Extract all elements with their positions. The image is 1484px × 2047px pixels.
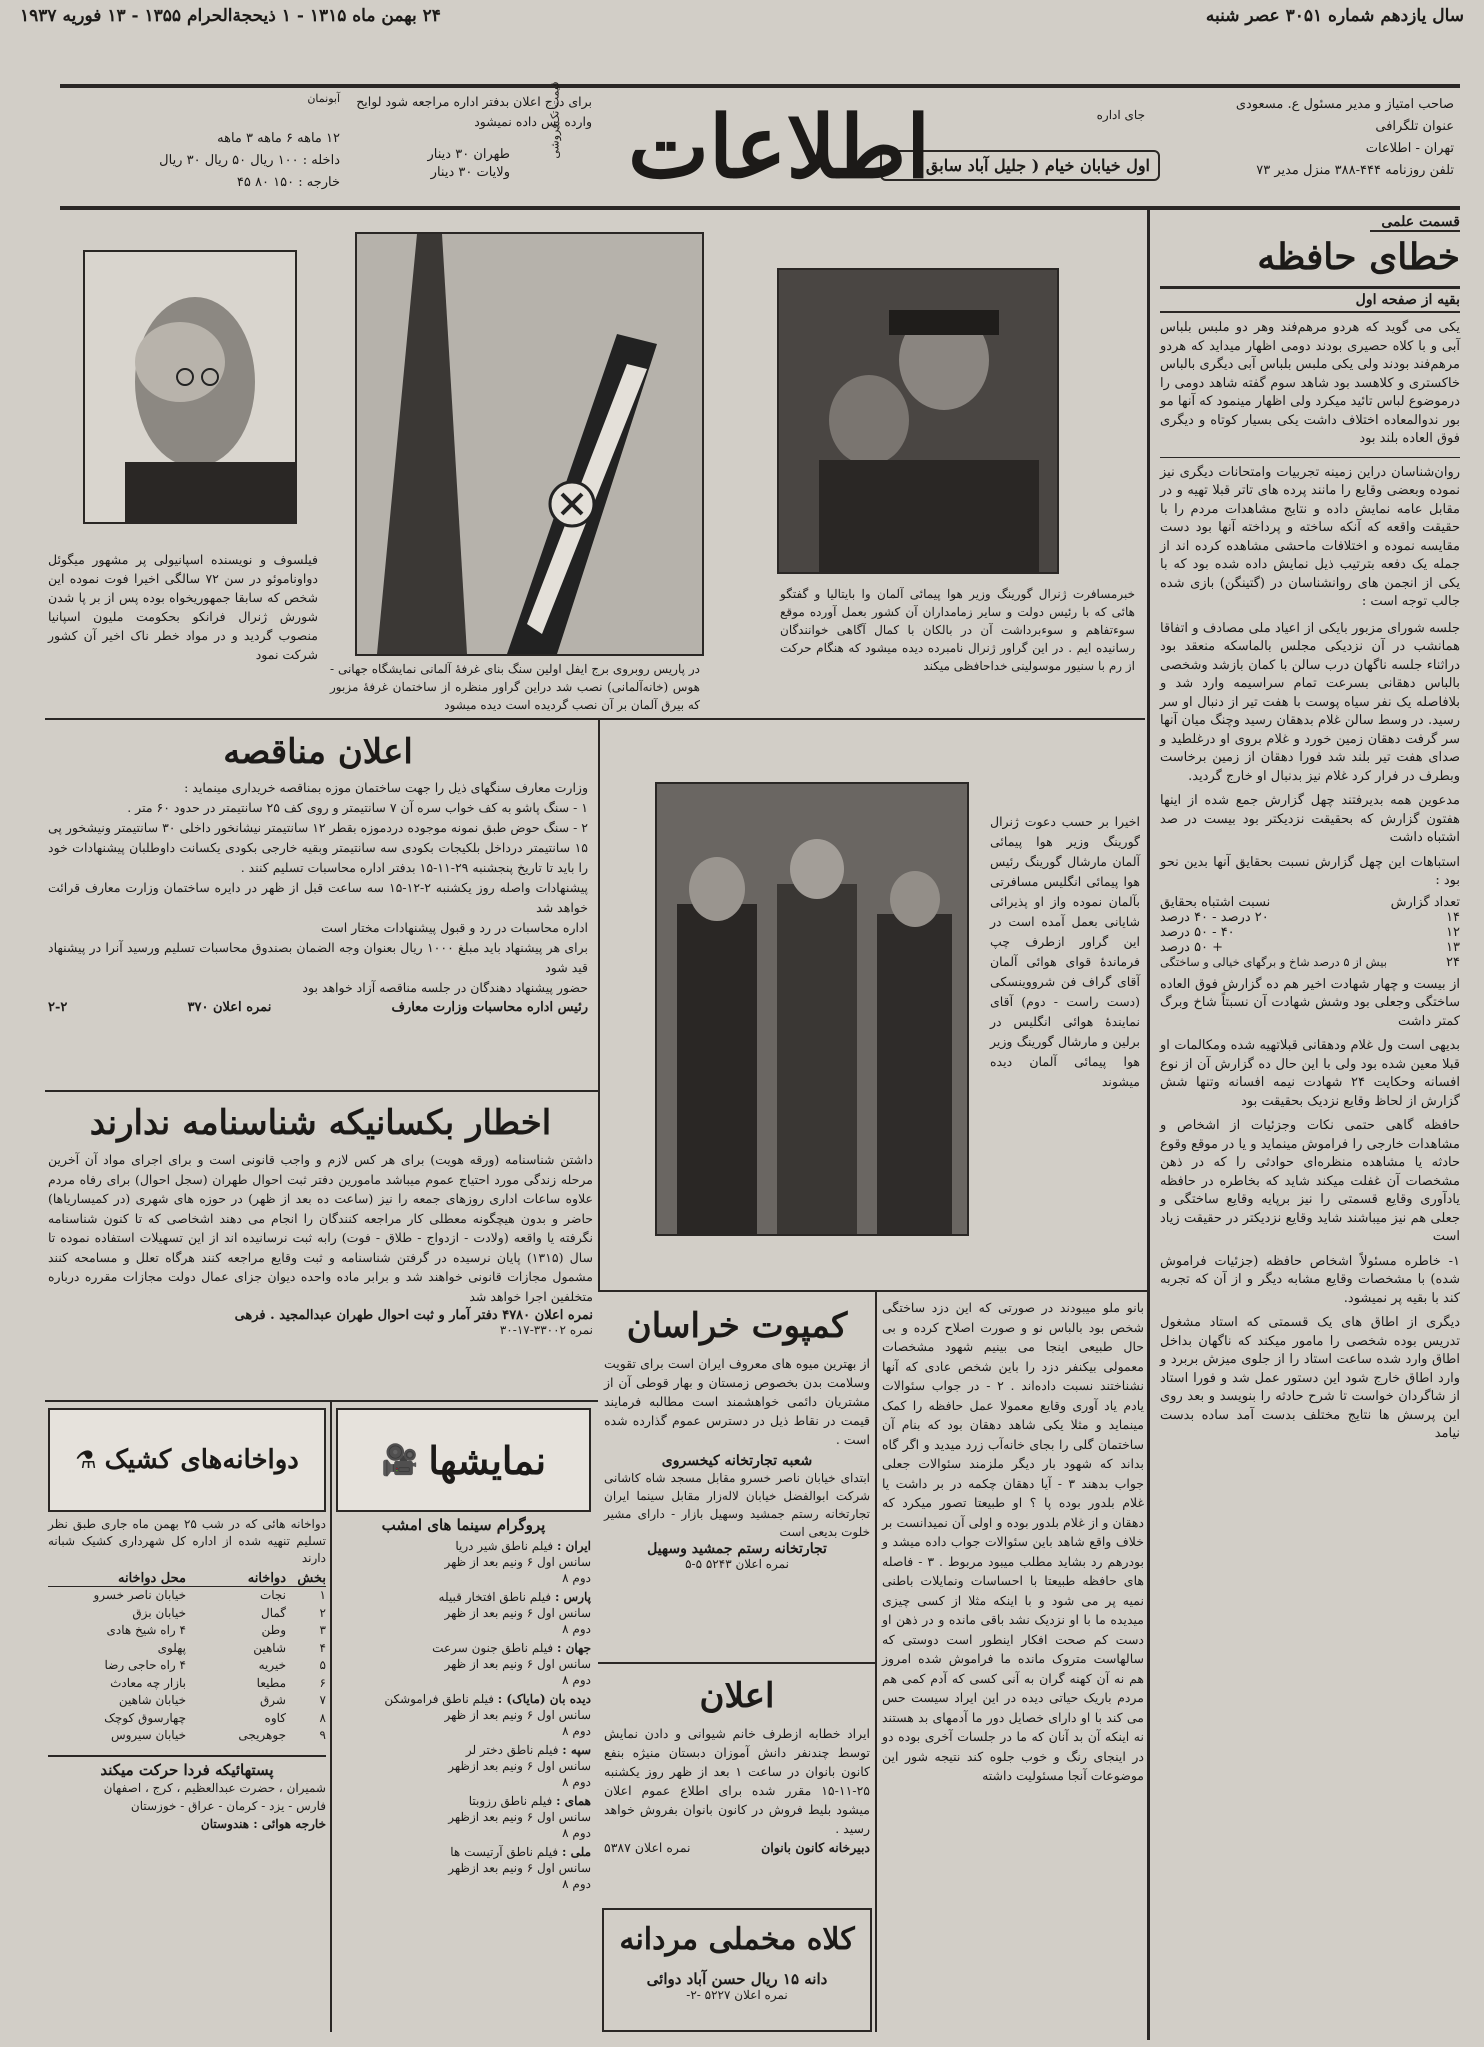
pharmacy-row: ۸ کاوه چهارسوق کوچک <box>104 1710 326 1725</box>
officers-caption: اخیرا بر حسب دعوت ژنرال گورینگ وزیر هوا پیمائی آلمان مارشال گورینگ رئیس هوا پیمائی انگلیس مسافرتی بآلمان نموده واز او پذیرائی شایانی بعمل آمده است در این گراور ازطرف چپ فرماندهٔ قوای هوائی آلمان آقای گراف فن شرووینسکی (دست راست - دوم) آقای نمایندهٔ هوائی انگلیس در برلین و مارشال گورینگ وزیر هوا پیمائی آلمان دیده میشوند <box>990 814 1140 1089</box>
cinema-item <box>336 1589 591 1637</box>
subscription-table <box>60 128 340 194</box>
masthead-rule-top <box>60 84 1460 88</box>
compote-title: کمپوت خراسان <box>626 1306 848 1346</box>
tower-caption: در پاریس روبروی برج ایفل اولین سنگ بنای غرفهٔ آلمانی نمایشگاه جهانی - هوس (خانه‌آلمانی) نصب شد دراین گراور منظره از ساختمان غرفهٔ مزبور که بیرق آلمان بر آن نصب گردیده است دیده میشود <box>330 662 700 712</box>
portrait-photo <box>83 250 297 524</box>
cinema-name: پارس : <box>554 1590 591 1604</box>
tender-line: برای هر پیشنهاد باید مبلغ ۱۰۰۰ ریال بعنوان وجه الضمان بصندوق محاسبات تسلیم ورسید آنرا در پیشنهاد قید شود <box>48 940 589 975</box>
article-title: خطای حافظه <box>1257 236 1460 278</box>
compote-shop: شعبه تجارتخانه کیخسروی <box>661 1453 813 1469</box>
stats-row: ۱۳ + ۵۰ درصد <box>1160 939 1460 955</box>
stats-row: ۱۲ ۴۰ - ۵۰ درصد <box>1160 924 1460 940</box>
cinema-name: همای : <box>556 1794 591 1808</box>
telegraph-address: تهران - اطلاعات <box>1365 141 1454 156</box>
cinema-name: دیده بان (مایاک) : <box>497 1692 591 1706</box>
tender-title: اعلان مناقصه <box>223 732 413 772</box>
portrait-illustration <box>85 252 295 522</box>
tender-line: پیشنهادات واصله روز یکشنبه ۲-۱۲-۱۵ سه ساعت قبل از ظهر در دایره ساختمان وزارت معارف قرائت خواهد شد <box>48 880 588 915</box>
cinema-name: جهان : <box>556 1641 591 1655</box>
portrait-caption: فیلسوف و نویسنده اسپانیولی پر مشهور میگوئل دواوناموئو در سن ۷۲ سالگی اخیرا فوت نموده این شخص که سابقا جمهوریخواه بوده پس از بر پا شدن شورش ژنرال فرانکو بحکومت ملیون اسپانیا منصوب گردید و در مواد خطر ناک اخیر آن کشور شرکت نمود <box>48 552 318 662</box>
hats-title: کلاه مخملی مردانه <box>619 1922 855 1957</box>
mail-route-air: خارجه هوائی : هندوستان <box>200 1816 326 1831</box>
tender-footer <box>48 1000 588 1015</box>
section-rule <box>45 1090 598 1092</box>
idcard-signature: نمره اعلان ۴۷۸۰ دفتر آمار و ثبت احوال طهران عبدالمجید . فرهی <box>234 1308 593 1323</box>
cinema-name: سپه : <box>562 1743 591 1757</box>
ilan-notice <box>604 1668 870 1855</box>
officers-illustration <box>779 270 1057 572</box>
compote-text: از بهترین میوه های معروف ایران است برای تقویت وسلامت بدن بخصوص زمستان و بهار قوطی آن از مشتریان دائمی خواهشمند است مطالبه فرمایند قیمت در نقاط ذیل در دسترس عموم گذارده شده است . <box>604 1356 870 1447</box>
stats-col-error: نسبت اشتباه بحقایق <box>1160 894 1271 910</box>
cinema-session: سانس اول ۶ ونیم بعد ازظهر <box>448 1759 591 1773</box>
cinema-session: دوم ۸ <box>562 1724 591 1738</box>
goering-photo <box>777 268 1059 574</box>
tender-line: اداره محاسبات در رد و قبول پیشنهادات مختار است <box>321 920 588 935</box>
pharmacy-row: ۵ خیریه ۴ راه حاجی رضا <box>104 1658 326 1672</box>
cinema-program-title: پروگرام سینما های امشب <box>381 1516 546 1534</box>
cinema-session: سانس اول ۶ ونیم بعد از ظهر <box>444 1657 591 1671</box>
cinema-session: سانس اول ۶ ونیم بعد از ظهر <box>444 1708 591 1722</box>
cinema-item <box>336 1538 591 1586</box>
cinema-session: سانس اول ۶ ونیم بعد ازظهر <box>448 1810 591 1824</box>
date-line: ۲۴ بهمن ماه ۱۳۱۵ - ۱ ذیحجةالحرام ۱۳۵۵ - ۱۳ فوریه ۱۹۳۷ <box>20 6 441 26</box>
address-label: جای اداره <box>1096 108 1145 122</box>
hats-ad <box>602 1908 872 2032</box>
subscription-domestic: داخله : ۱۰۰ ریال ۵۰ ریال ۳۰ ریال <box>159 153 340 168</box>
cinema-film: فیلم ناطق فراموشکن <box>384 1692 494 1706</box>
cinema-listing <box>336 1408 591 1892</box>
pharmacy-table <box>48 1587 326 1745</box>
section-rule <box>598 1662 876 1664</box>
cinema-film: فیلم ناطق جنون سرعت <box>432 1641 554 1655</box>
price-block <box>390 146 510 182</box>
tender-line: وزارت معارف سنگهای ذیل را جهت ساختمان موزه بمناقصه خریداری مینماید : <box>184 780 588 795</box>
article-paragraph: مدعوین همه بدیرفتند چهل گزارش جمع شده از اینها هفتون گزارش که بحقیقت نزدیکتر بود بیست در صد اشتباه داشت <box>1160 793 1460 845</box>
stats-col-count: تعداد گزارش <box>1390 894 1460 910</box>
memory-continuation: بانو ملو میبودند در صورتی که این دزد ساختگی شخص بود بالباس نو و صورت اصلاح کرده و بی حال طبیعی اینجا می بینیم شهود مشخصات معمولی بیکنفر دزد را باین شخص عادی که آنها نشناختند نسبت داده‌اند . ۲ - در جواب سئوالات یادم یاد آوری وقایع معمولا عمل حافظه را کمک مینماید و مثلا یکی شاهد دهقان بود که بنام آن ساختمان گلی را بجای خانه‌آب زرد میدید و اگر گاه بداند که شهود بار دیگر ملزمند سئوالات جعلی جواب بدهند ۳ - آیا دهقان چکمه در بر داشت یا غلام بلدور بوده پا ؟ او طبیعتا تصور میکرد که دهقان و از غلام بلدور بوده و اولی آن نمیدانست بر خلاف واقع شاهد باین سئوالات جواب داده میشد و بودرهم رد بشاید مطلب میبود مربوط . ۳ - فاصله های حافظه طبیعتا با احساسات ونمایلات باطنی نمیه پر می شود و با اینکه مثلا از کسی چیزی میدیده ما با او نزدیک نشد باقی مانده و در ذهن او دست کم صحت افکار اینطور است دوستی که سالهاست متروک مانده ما فراموش شده امروز هم نه آن کهنه گران به آنی کسی که آدم کمی هم مردم باریک حیاتی دیده در این ایراد سیست حس می کند با او دارای خصایل دور ما آدمهای بد هستند نه اینکه آن بد آنان که ما در جلسات آخری بوده دو در اینجای رنگ و خوب جلوه کند نتیجه شور این موضوعات آنجا مسئولیت داشته <box>882 1300 1144 1783</box>
stats-row: ۱۴ ۲۰ درصد - ۴۰ درصد <box>1160 909 1460 925</box>
idcard-number: نمره ۳۳۰۰۲-۱۷-۳۰ <box>499 1323 593 1337</box>
cinema-item <box>336 1742 591 1790</box>
tender-notice <box>48 726 588 1015</box>
pharmacy-intro: دواخانه هائی که در شب ۲۵ بهمن ماه جاری طبق نظر تسلیم تنهیه شده از اداره کل شهرداری کشیک شبانه دارند <box>48 1517 326 1565</box>
eiffel-tower-illustration <box>357 234 702 654</box>
masthead-rule-bottom <box>60 206 1460 210</box>
price-tehran: طهران ۳۰ دینار <box>427 147 510 162</box>
cinema-title: نمایشها <box>428 1437 547 1483</box>
pharmacy-table-header: بخش دواخانه محل دواخانه <box>48 1571 326 1587</box>
office-address: اول خیابان خیام ( جلیل آباد سابق ) <box>880 150 1160 181</box>
mail-departures <box>48 1755 326 1833</box>
phone-line: تلفن روزنامه ۴۴۴-۳۸۸ منزل مدیر ۷۳ <box>1256 163 1454 178</box>
cinema-film: فیلم ناطق شیر دریا <box>455 1539 554 1553</box>
pharmacy-listing <box>48 1408 326 1833</box>
goering-caption: خبرمسافرت ژنرال گورینگ وزیر هوا پیمائی آلمان وا بایتالیا و گفتگو هائی که با رئیس دولت و سایر زمامداران آن کشور بعمل آورده موقع سوءتفاهم و سوءبرداشت آن در بالکان با کمال آگاهی خوانندگان رسانیده ایم . در این گراور ژنرال نامبرده دیده میشود که هنگام حرکت از رم با سنیور موسولینی خداحافظی میکند <box>780 587 1135 673</box>
cinema-item <box>336 1793 591 1841</box>
subscription-foreign: خارجه : ۱۵۰ ۸۰ ۴۵ <box>236 175 340 190</box>
stats-table-header <box>1160 895 1460 910</box>
ads-note: برای درج اعلان بدفتر اداره مراجعه شود لوایح وارده پس داده نمیشود <box>356 94 592 129</box>
tender-line: ۲ - سنگ حوض طبق نمونه موجوده دردموزه بقطر ۱۲ سانتیمتر نیشانخور داخلی ۳۰ سانتیمتر ونیشخور پی ۱۵ سانتیمتر درداخل بلکیجات بکودی سه سانتیمتر وبقیه خارجی بکودی یکسانت داوطلبان پیشنهادات خود را باید تا تاریخ پنجشنبه ۲۹-۱۱-۱۵ بدفتر اداره محاسبات تسلیم کنند . <box>48 820 588 875</box>
ilan-title: اعلان <box>699 1676 775 1716</box>
cinema-session: دوم ۸ <box>562 1571 591 1585</box>
cinema-item <box>336 1640 591 1688</box>
stats-row: ۲۴ بیش از ۵ درصد شاخ و برگهای خیالی و ساختگی <box>1160 954 1460 970</box>
pharmacy-row: ۲ گمال خیابان بزق <box>132 1605 326 1620</box>
cinema-name: ایران : <box>556 1539 591 1553</box>
cinema-session: سانس اول ۶ ونیم بعد ازظهر <box>448 1861 591 1875</box>
cinema-film: فیلم ناطق افتخار قبیله <box>438 1590 552 1604</box>
issue-line: سال یازدهم شماره ۳۰۵۱ عصر شنبه <box>1205 6 1464 26</box>
continued-note: بقیه از صفحه اول <box>1160 286 1460 313</box>
pharmacist-icon: ⚗ <box>75 1446 97 1474</box>
article-paragraph: جلسه شورای مزبور بایکی از اعیاد ملی مصادف و اتفاقا همانشب در آن نزدیکی مجلس بالماسکه منعقد بود دراثناء جلسه ناگهان درب سالن با کمان بازشد وشخصی بالباس دهقانی بسرعت تمام سراسیمه وارد شد و بلافاصله یک نفر سیاه پوست با هفت تیر از دنبال او سر رسید. در وسط سالن غلام بدهقان رسید وچنگ میان آنها سر گرفت دهقان زمین خورد و غلام بروی او درغلطید و صدای هفت تیر بلند شد فورا دهقان از زمین برخاست وبطرف در فرار کرد غلام نیز بدنبال او خارج گردید. <box>1160 620 1460 784</box>
section-rule <box>598 1290 1148 1292</box>
cinema-session: دوم ۸ <box>562 1622 591 1636</box>
pharmacy-row: ۶ مطیعا بازار چه معادث <box>110 1675 326 1690</box>
subscription-header: ۱۲ ماهه ۶ ماهه ۳ ماهه <box>217 131 340 146</box>
uniformed-officers-illustration <box>657 784 967 1234</box>
mail-route: شمیران ، حضرت عبدالعظیم ، کرج ، اصفهان <box>103 1780 326 1795</box>
column-rule-bottom <box>330 1402 332 2032</box>
ilan-text: ایراد خطابه ازطرف خانم شیوانی و دادن نمایش توسط چندنفر دانش آموزان دبستان منیژه بنفع کانون بانوان در ساعت ۱ بعد از ظهر روز یکشنبه ۲۵-۱۱-۱۵ مقرر شده برای اطلاع عموم اعلان میشود بلیط فروش در کانون بانوان بفروش خواهد رسید . <box>604 1726 870 1836</box>
cinema-film: فیلم ناطق دختر لر <box>465 1743 559 1757</box>
ilan-number: نمره اعلان ۵۳۸۷ <box>604 1840 691 1855</box>
tender-line: ۱ - سنگ پاشو به کف خواب سره آن ۷ سانتیمتر و روی کف ۲۵ سانتیمتر در حدود ۶۰ متر . <box>127 800 588 815</box>
cinema-session: سانس اول ۶ ونیم بعد از ظهر <box>444 1606 591 1620</box>
section-rule <box>45 1400 598 1402</box>
article-paragraph: بدیهی است ول غلام ودهقانی قبلاتهیه شده ومکالمات او قبلا معین شده بود ولی با این حال ده گزارش آن از نوع افسانه وحکایت ۲۴ شهادت نیمه افسانه وتنها شش گزارش از لحاظ وقایع نزدیک بحقیقت بود <box>1160 1038 1460 1109</box>
article-paragraph: یکی می گوید که هردو مرهم‌فند وهر دو ملبس بلباس آبی و با کلاه حصیری بودند دومی اظهار میداید که هردو مرهم‌فند بودند ولی یکی ملبس بلباس آبی دیگری بالباس خاکستری و کلاهسد بود شاهد سوم گفته شاهد دومی را درموضوع لباس تائید میکرد ولی اظهار مینمود که آنها مو بور ندوالمعاده اختلاف داشت یکی بسیار کوتاه و دیگری فوق العاده بلند بود <box>1160 320 1460 446</box>
cinema-session: دوم ۸ <box>562 1673 591 1687</box>
pharmacy-row: ۴ شاهین پهلوی <box>157 1640 326 1655</box>
pharmacy-row: ۱ نجات خیابان ناصر خسرو <box>93 1588 326 1602</box>
compote-shop-text: ابتدای خیابان ناصر خسرو مقابل مسجد شاه کاشانی شرکت ابوالفضل خیابان لاله‌زار مقابل سینما ایران تجارتخانه رستم جمشید وسهیل بازار - دارای مشیر خلوت بدیعی است <box>604 1471 870 1539</box>
cinema-banner <box>336 1408 591 1512</box>
tender-signature: رئیس اداره محاسبات وزارت معارف <box>391 1000 588 1015</box>
column-rule-mid <box>598 720 600 1292</box>
price-provinces: ولایات ۳۰ دینار <box>430 165 510 180</box>
ilan-signature: دبیرخانه کانون بانوان <box>761 1840 870 1855</box>
idcard-text: داشتن شناسنامه (ورقه هویت) برای هر کس لازم و واجب قانونی است و برای اجرای مواد آن آخرین مرحله زندگی مورد احتیاج عموم میباشد مامورین دفتر ثبت احوال طهران (سجل احوال) برای رفاه مردم علاوه ساعات اداری روزهای جمعه را نیز (ساعت ده بعد از ظهر) در حوزه های شهری (در کمیساریاها) حاضر و بدون هیچگونه معطلی کار مراجعه کنندگان را انجام می دهند اشخاصی که تا کنون شناسنامه نگرفته یا واقعه (ولادت - ازدواج - طلاق - فوت) رابه ثبت نرسانیده اند از این تسهیلات استفاده نموده تا سال (۱۳۱۵) پایان نرسیده در گرفتن شناسنامه و ثبت وقایع مراجعه کنند هرگاه تعلل و مسامحه کنند مشمول مجازات قانونی خواهند شد و برابر ماده واحده دیوان جزای عمال دولت مجازات مقرره درباره متخلفین اجرا خواهد شد <box>48 1152 593 1304</box>
pharmacy-title: دواخانه‌های کشیک <box>104 1445 299 1475</box>
cinema-session: دوم ۸ <box>562 1775 591 1789</box>
compote-ad <box>604 1298 870 1571</box>
idcard-notice <box>48 1096 593 1337</box>
article-paragraph: روان‌شناسان دراین زمینه تجربیات وامتحانات دیگری نیز نموده وبعضی وقایع را مانند پرده های تاتر قبلا تهیه و در مقابل عامه نمایش داده و نتایج مشاهدات مردم را با حقیقت واقعه که آنکه ساخته و پرداخته آنها بود دست مقایسه نموده و اختلافات ماحشی مشاهده کرده اند از جمله یک دفعه بترتیب ذیل نمایش داده شده بود که با یکی از انجمن های روانشناسان در (گتینگن) بازی شده جالب توجه است : <box>1160 457 1460 612</box>
film-camera-icon: 🎥 <box>380 1442 419 1478</box>
cinema-session: دوم ۸ <box>562 1826 591 1840</box>
cinema-film: فیلم ناطق رزوبتا <box>468 1794 553 1808</box>
subscription-label: آبونمان <box>307 92 340 105</box>
cinema-item <box>336 1844 591 1892</box>
price-label: قیمت تک‌فروشی <box>548 81 562 159</box>
mail-route: فارس - یزد - کرمان - عراق - خوزستان <box>130 1798 326 1813</box>
compote-shop-2: تجارتخانه رستم جمشید وسهیل <box>647 1541 827 1557</box>
article-paragraph: ۱- خاطره مسئولاً اشخاص حافظه (جزئیات فراموش شده) با مشخصات وقایع مشابه دیگر و از آن که تجربه کند با بقیه پر نمیشود. <box>1160 1253 1460 1306</box>
cinema-name: ملی : <box>561 1845 591 1859</box>
ilan-footer <box>604 1840 870 1855</box>
owner-block <box>1194 94 1454 182</box>
pharmacy-row: ۷ شرق خیابان شاهین <box>118 1693 326 1707</box>
article-kicker: قسمت علمی <box>1370 214 1460 232</box>
hats-text: دانه ۱۵ ریال حسن آباد دوائی <box>646 1970 828 1988</box>
owner-line: صاحب امتیاز و مدیر مسئول ع. مسعودی <box>1235 97 1454 112</box>
tender-number-2: ۲-۲ <box>48 1000 68 1015</box>
article-paragraph: از بیست و چهار شهادت اخیر هم ده گزارش فوق العاده ساختگی وجعلی بود وشش شهادت آن نسبتاً شاخ وبرگ کمتر داشت <box>1160 976 1460 1029</box>
tower-photo <box>355 232 704 656</box>
hats-number: نمره اعلان ۵۲۲۷ -۲- <box>686 1988 788 2002</box>
article-paragraph: دیگری از اطاق های یک قسمتی که استاد مشغول تدریس بوده شخصی را مامور میکند که ناگهان بداخل اطاق وارد شده ساعت استاد را از جلوی میزش بربرد و وارد اطاق خارج شود این دستور عمل شد و فورا استاد از شاگردان خواست تا شرح حادثه را بنویسد و بعد روی این پرسش ها نتایج مختلف بدست آمد ساده بدست نیامد <box>1160 1315 1460 1441</box>
article-paragraph: حافظه گاهی حتمی نکات وجزئیات از اشخاص و مشاهدات خارجی را فراموش مینماید و یا در موقع وقوع حادثه یا مشاهده منظره‌ای حوادثی را که در ذهن مشخصات آن غفلت میکند شاید که بخاطره در حافظه یادآوری وقایع قسمتی را نیز برپایه وقایع ساختگی و جعلی هم نیز میباشند شاید وقایع نزدیکتر در حقیقت زیاد است <box>1160 1118 1460 1244</box>
pharmacy-row: ۳ وطن ۴ راه شیخ هادی <box>106 1623 326 1637</box>
idcard-title: اخطار بکسانیکه شناسنامه ندارند <box>89 1103 552 1143</box>
pharmacy-banner <box>48 1408 326 1512</box>
hafez-article <box>1160 214 1460 1444</box>
newspaper-title: اطلاعات <box>628 97 931 198</box>
cinema-session: دوم ۸ <box>562 1877 591 1891</box>
officers-photo <box>655 782 969 1236</box>
article-paragraph: استباهات این چهل گزارش نسبت بحقایق آنها بدین نحو بود : <box>1160 854 1460 888</box>
compote-number: نمره اعلان ۵۲۴۳ ۵-۵ <box>685 1557 789 1571</box>
tender-line: حضور پیشنهاد دهندگان در جلسه مناقصه آزاد خواهد بود <box>302 980 588 995</box>
telegraph-label: عنوان تلگرافی <box>1375 119 1454 134</box>
section-rule <box>45 718 1145 720</box>
tender-number: نمره اعلان ۳۷۰ <box>187 1000 272 1015</box>
stats-table <box>1160 895 1460 970</box>
mail-title: پستهائیکه فردا حرکت میکند <box>100 1760 274 1779</box>
cinema-item <box>336 1691 591 1739</box>
cinema-film: فیلم ناطق آرتیست ها <box>450 1845 559 1859</box>
pharmacy-row: ۹ جوهریجی خیابان سیروس <box>110 1728 326 1742</box>
column-rule-right <box>1147 210 1150 2040</box>
cinema-session: سانس اول ۶ ونیم بعد از ظهر <box>444 1555 591 1569</box>
